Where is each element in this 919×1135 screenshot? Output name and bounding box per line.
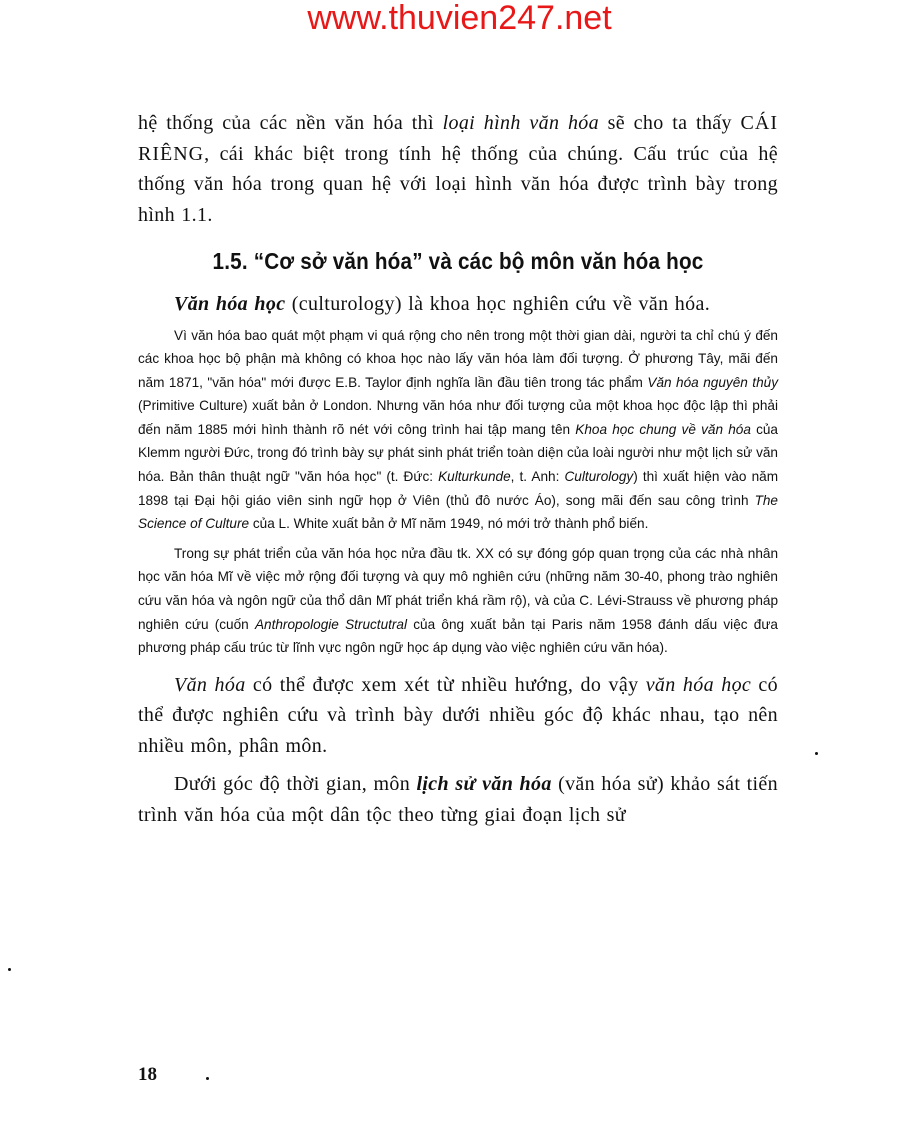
book-title: Khoa học chung về văn hóa bbox=[575, 421, 751, 437]
small-paragraph-development bbox=[138, 542, 778, 660]
book-title: The Science of Culture bbox=[138, 492, 778, 532]
text-run: của Klemm người Đức, trong đó trình bày sự phát sinh phát triển toàn diện của loài người như một lịch sử văn hóa. Bản thân thuật ngữ "văn hóa học" (t. Đức: bbox=[138, 421, 778, 485]
book-title: Anthropologie Structutral bbox=[254, 616, 408, 632]
book-title: Văn hóa nguyên thủy bbox=[647, 374, 778, 390]
text-run: có thể được nghiên cứu và trình bày dưới nhiều góc độ khác nhau, tạo nên nhiều môn, phân môn. bbox=[138, 673, 779, 757]
paragraph-definition bbox=[138, 289, 778, 320]
section-heading: 1.5. “Cơ sở văn hóa” và các bộ môn văn hóa học bbox=[212, 248, 704, 274]
text-run: (Primitive Culture) xuất bản ở London. Nhưng văn hóa như đối tượng của một khoa học độc lập thì phải đến năm 1885 mới hình thành rõ nét với công trình hai tập mang tên bbox=[138, 398, 778, 437]
text-run: (culturology) là khoa học nghiên cứu về văn hóa. bbox=[285, 293, 711, 315]
term-lich-su-van-hoa: lịch sử văn hóa bbox=[416, 773, 552, 796]
page-body bbox=[138, 108, 778, 830]
term-german: Kulturkunde bbox=[438, 469, 511, 485]
term-van-hoa: Văn hóa bbox=[174, 673, 246, 696]
paragraph-history-subject bbox=[138, 769, 778, 830]
text-run: của L. White xuất bản ở Mĩ năm 1949, nó mới trở thành phổ biến. bbox=[249, 516, 649, 532]
text-run: , t. Anh: bbox=[510, 469, 565, 485]
term-van-hoa-hoc: văn hóa học bbox=[645, 673, 752, 696]
paragraph-perspectives bbox=[138, 670, 778, 762]
emphasis-loai-hinh: loại hình văn hóa bbox=[442, 112, 599, 134]
scan-speck bbox=[8, 968, 11, 971]
text-run: ) thì xuất hiện vào năm 1898 tại Đại hội giáo viên sinh ngữ họp ở Viên (thủ đô nước Áo), song mãi đến sau công trình bbox=[138, 469, 779, 508]
text-run: của ông xuất bản tại Paris năm 1958 đánh dấu việc đưa phương pháp cấu trúc từ lĩnh vực ngôn ngữ học áp dụng vào việc nghiên cứu văn hóa). bbox=[138, 616, 778, 656]
text-run: Dưới góc độ thời gian, môn bbox=[174, 773, 417, 796]
scan-speck bbox=[206, 1077, 209, 1080]
text-run: , cái khác biệt trong tính hệ thống của chúng. Cấu trúc của hệ thống văn hóa trong quan hệ với loại hình văn hóa được trình bày trong hình 1.1. bbox=[138, 142, 778, 226]
text-run: có thể được xem xét từ nhiều hướng, do vậy bbox=[245, 673, 646, 696]
text-run: Vì văn hóa bao quát một phạm vi quá rộng cho nên trong một thời gian dài, người ta chỉ chú ý đến các khoa học bộ phận mà không có khoa học nào lấy văn hóa làm đối tượng. Ở phương Tây, mãi đến năm 1871, "văn hóa" mới được E.B. Taylor định nghĩa lần đầu tiên trong tác phẩm bbox=[138, 327, 778, 390]
text-run: Trong sự phát triển của văn hóa học nửa đầu tk. XX có sự đóng góp quan trọng của các nhà nhân học văn hóa Mĩ về việc mở rộng đối tượng và quy mô nghiên cứu (những năm 30-40, phong trào nghiên cứu văn hóa và ngôn ngữ của thổ dân Mĩ phát triển khá rầm rộ), và của C. Lévi-Strauss về phương pháp nghiên cứu (cuốn bbox=[138, 545, 778, 632]
page-number: 18 bbox=[138, 1064, 157, 1085]
text-run: sẽ cho ta thấy bbox=[599, 112, 741, 134]
watermark-url: www.thuvien247.net bbox=[307, 0, 612, 37]
term-van-hoa-hoc: Văn hóa học bbox=[174, 293, 286, 315]
text-run: hệ thống của các nền văn hóa thì bbox=[138, 112, 443, 134]
term-english: Culturology bbox=[564, 469, 634, 485]
emphasis-cai-rieng: CÁI RIÊNG bbox=[138, 112, 778, 165]
scan-speck bbox=[815, 752, 818, 755]
small-paragraph-history bbox=[138, 324, 778, 536]
text-run: (văn hóa sử) khảo sát tiến trình văn hóa của một dân tộc theo từng giai đoạn lịch sử bbox=[138, 773, 778, 826]
paragraph-intro bbox=[138, 108, 778, 230]
